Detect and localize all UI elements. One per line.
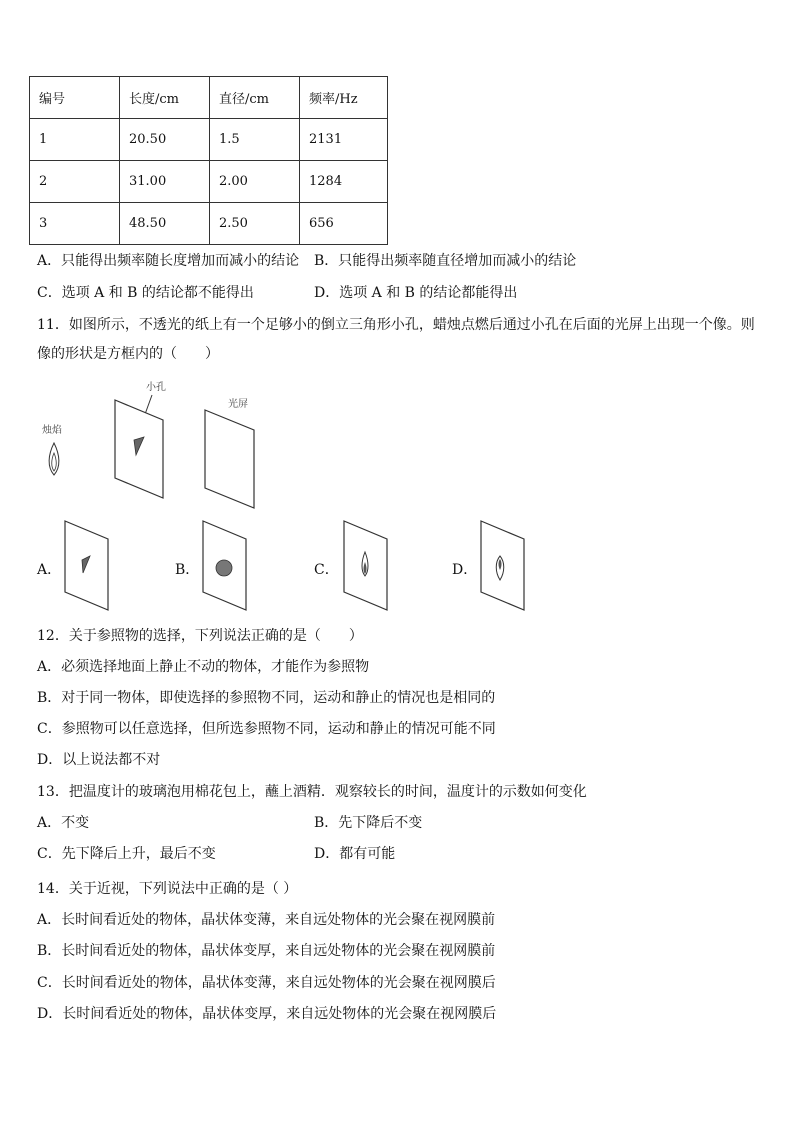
pinhole-label: 小孔 — [146, 382, 166, 393]
table-header-cell: 频率/Hz — [300, 77, 388, 119]
q11-option-a-label: A． — [37, 562, 62, 578]
table-cell: 31.00 — [120, 161, 210, 203]
q10-option-b: B．只能得出频率随直径增加而减小的结论 — [314, 253, 577, 269]
q13-option-d: D．都有可能 — [314, 846, 396, 862]
table-cell: 2 — [30, 161, 120, 203]
table-cell: 2.50 — [210, 203, 300, 245]
table-cell: 656 — [300, 203, 388, 245]
q13-option-b: B．先下降后不变 — [314, 815, 423, 831]
q14-stem: 14．关于近视，下列说法中正确的是（ ） — [37, 881, 298, 897]
q12-stem: 12．关于参照物的选择，下列说法正确的是（ ） — [37, 628, 363, 644]
table-cell: 2.00 — [210, 161, 300, 203]
q13-option-a: A．不变 — [37, 815, 90, 831]
table-row — [30, 119, 388, 161]
q10-option-c: C．选项 A 和 B 的结论都不能得出 — [37, 285, 254, 301]
option-a-image — [62, 518, 112, 613]
q12-option-d: D．以上说法都不对 — [37, 752, 161, 768]
q14-option-b: B．长时间看近处的物体，晶状体变厚，来自远处物体的光会聚在视网膜前 — [37, 943, 496, 959]
table-row — [30, 203, 388, 245]
data-table — [29, 76, 388, 245]
candle-label: 烛焰 — [42, 425, 62, 436]
q14-option-c: C．长时间看近处的物体，晶状体变薄，来自远处物体的光会聚在视网膜后 — [37, 975, 496, 991]
q12-option-a: A．必须选择地面上静止不动的物体，才能作为参照物 — [37, 659, 370, 675]
q11-stem-line2: 像的形状是方框内的（ ） — [37, 346, 219, 362]
option-c-image — [341, 518, 391, 613]
q11-option-b-label: B． — [175, 562, 200, 578]
table-header-cell: 长度/cm — [120, 77, 210, 119]
q11-stem-line1: 11．如图所示，不透光的纸上有一个足够小的倒立三角形小孔，蜡烛点燃后通过小孔在后面的光屏上出现一个像。则 — [37, 317, 755, 333]
table-header-row — [30, 77, 388, 119]
q13-option-c: C．先下降后上升，最后不变 — [37, 846, 216, 862]
q14-option-d: D．长时间看近处的物体，晶状体变厚，来自远处物体的光会聚在视网膜后 — [37, 1006, 497, 1022]
option-b-circle — [216, 560, 232, 576]
pinhole-figure — [30, 375, 270, 510]
q11-option-d-label: D． — [452, 562, 478, 578]
q10-option-d: D．选项 A 和 B 的结论都能得出 — [314, 285, 518, 301]
option-b-image — [200, 518, 250, 613]
table-cell: 1.5 — [210, 119, 300, 161]
table-header-cell: 直径/cm — [210, 77, 300, 119]
table-cell: 2131 — [300, 119, 388, 161]
q12-option-c: C．参照物可以任意选择，但所选参照物不同，运动和静止的情况可能不同 — [37, 721, 496, 737]
table-cell: 48.50 — [120, 203, 210, 245]
table-cell: 3 — [30, 203, 120, 245]
screen-label: 光屏 — [228, 399, 248, 410]
q11-option-c-label: C． — [314, 562, 339, 578]
q10-option-a: A．只能得出频率随长度增加而减小的结论 — [37, 253, 300, 269]
q13-stem: 13．把温度计的玻璃泡用棉花包上，蘸上酒精．观察较长的时间，温度计的示数如何变化 — [37, 784, 587, 800]
table-cell: 1284 — [300, 161, 388, 203]
table-row — [30, 161, 388, 203]
q12-option-b: B．对于同一物体，即使选择的参照物不同，运动和静止的情况也是相同的 — [37, 690, 496, 706]
candle-flame-icon — [49, 443, 59, 475]
table-cell: 1 — [30, 119, 120, 161]
q14-option-a: A．长时间看近处的物体，晶状体变薄，来自远处物体的光会聚在视网膜前 — [37, 912, 496, 928]
option-d-screen — [481, 521, 524, 610]
light-screen — [205, 410, 254, 508]
option-d-image — [478, 518, 528, 613]
table-cell: 20.50 — [120, 119, 210, 161]
table-header-cell: 编号 — [30, 77, 120, 119]
